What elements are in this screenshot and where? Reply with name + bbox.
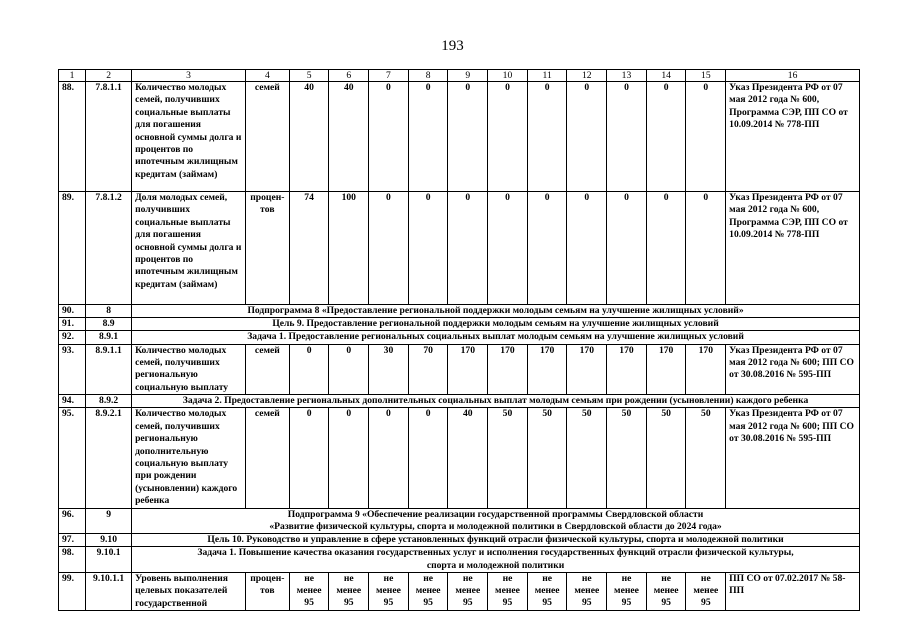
- table-row: [59, 82, 860, 192]
- value-cell: 0: [567, 192, 607, 305]
- value-cell: 0: [607, 192, 647, 305]
- value-cell: 50: [686, 408, 726, 508]
- value-cell: 0: [686, 82, 726, 192]
- column-header: 16: [726, 70, 860, 82]
- row-number: 90.: [59, 305, 86, 318]
- value-cell: не менее 95: [567, 572, 607, 610]
- section-title: Задача 2. Предоставление региональных дополнительных социальных выплат молодым семьям при рождении (усыновлении) каждого ребенка: [132, 395, 860, 408]
- source-document: Указ Президента РФ от 07 мая 2012 года № 600, Программа СЭР, ПП СО от 10.09.2014 № 778-ПП: [726, 82, 860, 192]
- row-code: 7.8.1.2: [86, 192, 132, 305]
- source-document: Указ Президента РФ от 07 мая 2012 года № 600; ПП СО от 30.08.2016 № 595-ПП: [726, 408, 860, 508]
- value-cell: 0: [607, 82, 647, 192]
- indicator-name: Количество молодых семей, получивших региональную социальную выплату: [132, 344, 246, 395]
- value-cell: 100: [329, 192, 369, 305]
- row-number: 92.: [59, 331, 86, 344]
- column-header: 11: [527, 70, 567, 82]
- column-header: 10: [488, 70, 528, 82]
- row-code: 9.10.1: [86, 547, 132, 572]
- unit: процен-тов: [245, 572, 289, 610]
- column-header: 4: [245, 70, 289, 82]
- value-cell: 0: [527, 82, 567, 192]
- value-cell: 40: [289, 82, 329, 192]
- value-cell: не менее 95: [448, 572, 488, 610]
- value-cell: 0: [448, 82, 488, 192]
- indicators-table: [58, 69, 860, 611]
- value-cell: 0: [369, 408, 409, 508]
- row-number: 97.: [59, 534, 86, 547]
- value-cell: 0: [408, 408, 448, 508]
- column-header: 14: [646, 70, 686, 82]
- value-cell: 40: [329, 82, 369, 192]
- row-code: 9: [86, 508, 132, 533]
- table-row: [59, 305, 860, 318]
- value-cell: не менее 95: [408, 572, 448, 610]
- unit: семей: [245, 344, 289, 395]
- table-row: [59, 192, 860, 305]
- source-document: ПП СО от 07.02.2017 № 58-ПП: [726, 572, 860, 610]
- unit: семей: [245, 82, 289, 192]
- row-code: 8.9: [86, 318, 132, 331]
- row-code: 9.10.1.1: [86, 572, 132, 610]
- column-header: 5: [289, 70, 329, 82]
- row-number: 94.: [59, 395, 86, 408]
- value-cell: 170: [607, 344, 647, 395]
- row-code: 9.10: [86, 534, 132, 547]
- value-cell: 0: [567, 82, 607, 192]
- value-cell: 50: [607, 408, 647, 508]
- value-cell: 50: [567, 408, 607, 508]
- value-cell: не менее 95: [607, 572, 647, 610]
- value-cell: 0: [686, 192, 726, 305]
- section-title-line: Подпрограмма 9 «Обеспечение реализации государственной программы Свердловской области: [287, 508, 704, 520]
- value-cell: 170: [448, 344, 488, 395]
- indicator-name: Уровень выполнения целевых показателей государственной: [132, 572, 246, 610]
- value-cell: 0: [289, 408, 329, 508]
- table-row: [59, 344, 860, 395]
- source-document: Указ Президента РФ от 07 мая 2012 года № 600, Программа СЭР, ПП СО от 10.09.2014 № 778-ПП: [726, 192, 860, 305]
- value-cell: 0: [408, 192, 448, 305]
- row-code: 7.8.1.1: [86, 82, 132, 192]
- value-cell: 30: [369, 344, 409, 395]
- column-header: 1: [59, 70, 86, 82]
- section-title: [132, 547, 860, 572]
- section-title: Подпрограмма 8 «Предоставление региональной поддержки молодым семьям на улучшение жилищных условий»: [132, 305, 860, 318]
- value-cell: 70: [408, 344, 448, 395]
- value-cell: 50: [646, 408, 686, 508]
- value-cell: 0: [289, 344, 329, 395]
- table-row: [59, 508, 860, 533]
- value-cell: 170: [527, 344, 567, 395]
- section-title: Цель 10. Руководство и управление в сфере установленных функций отрасли физической культуры, спорта и молодежной политики: [132, 534, 860, 547]
- column-header: 12: [567, 70, 607, 82]
- row-number: 91.: [59, 318, 86, 331]
- column-header: 7: [369, 70, 409, 82]
- value-cell: 0: [369, 192, 409, 305]
- row-code: 8.9.2: [86, 395, 132, 408]
- table-row: [59, 318, 860, 331]
- value-cell: 0: [408, 82, 448, 192]
- value-cell: 0: [646, 82, 686, 192]
- row-code: 8.9.2.1: [86, 408, 132, 508]
- source-document: Указ Президента РФ от 07 мая 2012 года № 600; ПП СО от 30.08.2016 № 595-ПП: [726, 344, 860, 395]
- value-cell: 0: [329, 344, 369, 395]
- value-cell: 40: [448, 408, 488, 508]
- section-title: Задача 1. Предоставление региональных социальных выплат молодым семьям на улучшение жилищных условий: [132, 331, 860, 344]
- page-number: 193: [441, 38, 464, 54]
- value-cell: 0: [488, 82, 528, 192]
- row-number: 88.: [59, 82, 86, 192]
- value-cell: 0: [646, 192, 686, 305]
- column-header: 9: [448, 70, 488, 82]
- value-cell: 170: [686, 344, 726, 395]
- value-cell: 0: [329, 408, 369, 508]
- value-cell: 0: [488, 192, 528, 305]
- row-number: 99.: [59, 572, 86, 610]
- unit: семей: [245, 408, 289, 508]
- column-header: 2: [86, 70, 132, 82]
- value-cell: 0: [448, 192, 488, 305]
- value-cell: 170: [567, 344, 607, 395]
- section-title-line: Задача 1. Повышение качества оказания государственных услуг и исполнения государственных функций отрасли физической культуры,: [197, 547, 794, 559]
- column-number-row: [59, 70, 860, 82]
- value-cell: не менее 95: [369, 572, 409, 610]
- section-title-line: спорта и молодежной политики: [426, 559, 565, 571]
- row-number: 98.: [59, 547, 86, 572]
- indicator-name: Количество молодых семей, получивших региональную дополнительную социальную выплату при рождении (усыновлении) каждого ребенка: [132, 408, 246, 508]
- column-header: 15: [686, 70, 726, 82]
- row-number: 95.: [59, 408, 86, 508]
- value-cell: 170: [646, 344, 686, 395]
- value-cell: не менее 95: [686, 572, 726, 610]
- row-code: 8.9.1: [86, 331, 132, 344]
- row-number: 96.: [59, 508, 86, 533]
- table-row: [59, 408, 860, 508]
- value-cell: не менее 95: [527, 572, 567, 610]
- section-title: Цель 9. Предоставление региональной поддержки молодым семьям на улучшение жилищных условий: [132, 318, 860, 331]
- section-title: [132, 508, 860, 533]
- unit: процен-тов: [245, 192, 289, 305]
- value-cell: 74: [289, 192, 329, 305]
- row-number: 89.: [59, 192, 86, 305]
- row-number: 93.: [59, 344, 86, 395]
- table-row: [59, 395, 860, 408]
- column-header: 8: [408, 70, 448, 82]
- value-cell: 50: [488, 408, 528, 508]
- value-cell: не менее 95: [646, 572, 686, 610]
- value-cell: не менее 95: [289, 572, 329, 610]
- column-header: 6: [329, 70, 369, 82]
- column-header: 13: [607, 70, 647, 82]
- row-code: 8: [86, 305, 132, 318]
- table-row: [59, 331, 860, 344]
- value-cell: 170: [488, 344, 528, 395]
- value-cell: не менее 95: [488, 572, 528, 610]
- value-cell: не менее 95: [329, 572, 369, 610]
- value-cell: 50: [527, 408, 567, 508]
- section-title-line: «Развитие физической культуры, спорта и молодежной политики в Свердловской области до 2024 года»: [269, 520, 722, 532]
- row-code: 8.9.1.1: [86, 344, 132, 395]
- column-header: 3: [132, 70, 246, 82]
- table-row: [59, 547, 860, 572]
- value-cell: 0: [527, 192, 567, 305]
- table-row: [59, 534, 860, 547]
- indicator-name: Количество молодых семей, получивших социальные выплаты для погашения основной суммы долга и процентов по ипотечным жилищным кредитам (займам): [132, 82, 246, 192]
- indicator-name: Доля молодых семей, получивших социальные выплаты для погашения основной суммы долга и процентов по ипотечным жилищным кредитам (займам): [132, 192, 246, 305]
- table-row: [59, 572, 860, 610]
- value-cell: 0: [369, 82, 409, 192]
